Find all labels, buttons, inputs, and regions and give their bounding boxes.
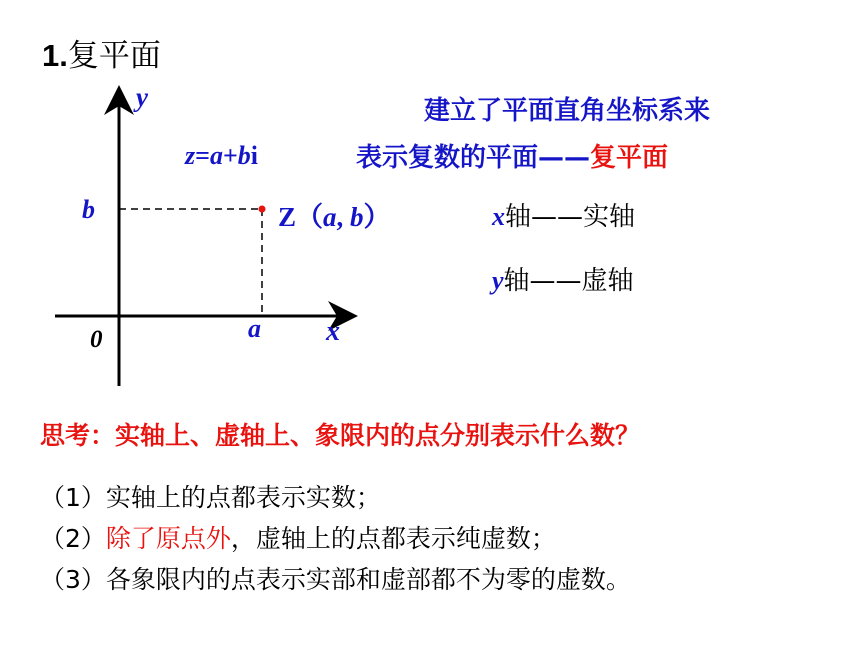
point-comma: , bbox=[336, 202, 351, 232]
answer-2-number: （2） bbox=[40, 524, 106, 553]
formula-a: a bbox=[209, 141, 223, 170]
answer-2-text: ，虚轴上的点都表示纯虚数； bbox=[230, 524, 556, 553]
x-axis-label: x bbox=[326, 316, 340, 347]
imaginary-axis-var: y bbox=[492, 266, 504, 295]
title-text: 复平面 bbox=[67, 38, 161, 74]
definition-line-1: 建立了平面直角坐标系来 bbox=[424, 96, 711, 126]
real-axis-definition bbox=[492, 196, 635, 233]
title-number: 1. bbox=[42, 38, 68, 73]
point-open-paren: （ bbox=[296, 202, 324, 233]
imaginary-axis-text: 轴——虚轴 bbox=[503, 266, 634, 296]
y-axis-label: y bbox=[136, 82, 148, 112]
formula-equals: = bbox=[195, 141, 210, 170]
point-close-paren: ） bbox=[363, 202, 391, 233]
formula-z: z bbox=[185, 141, 196, 170]
real-axis-var: x bbox=[492, 202, 505, 231]
thinking-question: 思考：实轴上、虚轴上、象限内的点分别表示什么数？ bbox=[40, 421, 641, 450]
answer-2-highlight: 除了原点外 bbox=[105, 524, 231, 553]
definition-line-2 bbox=[356, 137, 668, 174]
answer-3: （3）各象限内的点表示实部和虚部都不为零的虚数。 bbox=[40, 565, 631, 594]
point-a: a bbox=[323, 202, 337, 232]
real-axis-text: 轴——实轴 bbox=[505, 202, 636, 232]
answer-2 bbox=[40, 519, 556, 555]
imaginary-axis-definition bbox=[492, 260, 634, 297]
formula-plus: + bbox=[222, 141, 238, 170]
definition-prefix: 表示复数的平面—— bbox=[356, 143, 591, 173]
a-tick-label: a bbox=[248, 314, 261, 343]
point-b: b bbox=[350, 202, 364, 232]
complex-plane-term: 复平面 bbox=[590, 143, 669, 173]
complex-formula bbox=[185, 141, 258, 171]
b-tick-label: b bbox=[82, 195, 95, 224]
origin-label: 0 bbox=[90, 326, 103, 353]
formula-b: b bbox=[237, 141, 251, 170]
point-name: Z bbox=[278, 202, 297, 232]
formula-i: i bbox=[250, 141, 259, 170]
answer-1: （1）实轴上的点都表示实数； bbox=[40, 483, 381, 512]
point-z-label bbox=[278, 195, 391, 234]
point-z-marker bbox=[259, 206, 266, 213]
